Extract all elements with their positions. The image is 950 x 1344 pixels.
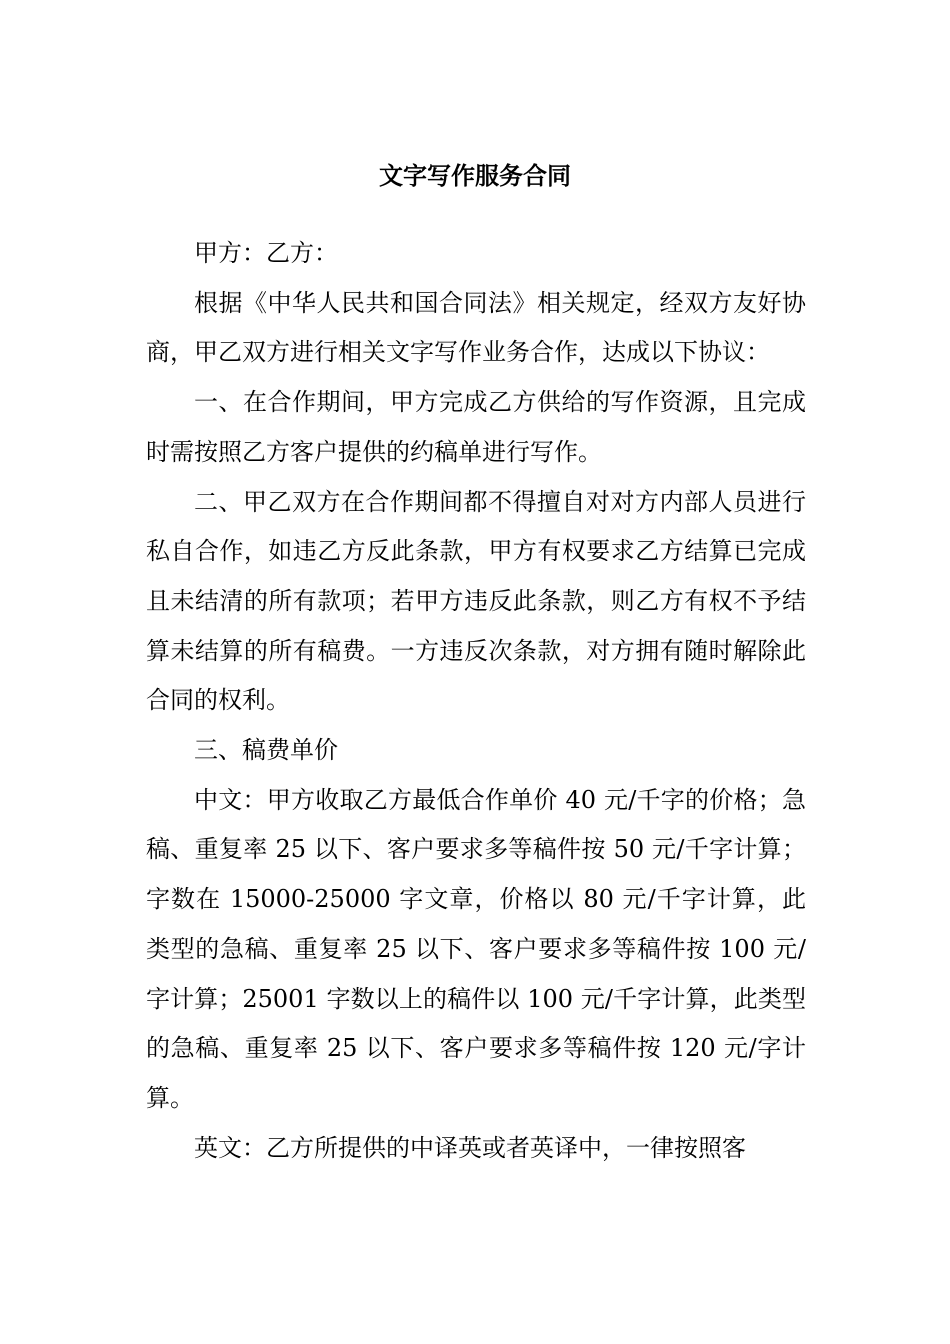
document-body: [146, 229, 806, 1173]
document-title: 文字写作服务合同: [379, 162, 571, 190]
clause-one-paragraph: 一、在合作期间，甲方完成乙方供给的写作资源，且完成时需按照乙方客户提供的约稿单进行写作。: [146, 388, 806, 466]
preamble-paragraph: 根据《中华人民共和国合同法》相关规定，经双方友好协商，甲乙双方进行相关文字写作业务合作，达成以下协议：: [146, 288, 806, 367]
clause-three-heading: 三、稿费单价: [194, 736, 338, 765]
clause-two-paragraph: 二、甲乙双方在合作期间都不得擅自对对方内部人员进行私自合作，如违乙方反此条款，甲方有权要求乙方结算已完成且未结清的所有款项；若甲方违反此条款，则乙方有权不予结算未结算的所有稿费。一方违反次条款，对方拥有随时解除此合同的权利。: [146, 487, 806, 715]
english-pricing-paragraph: 英文：乙方所提供的中译英或者英译中，一律按照客: [194, 1133, 746, 1162]
parties-line: 甲方：乙方：: [194, 239, 338, 267]
chinese-pricing-paragraph: 中文：甲方收取乙方最低合作单价 40 元/千字的价格；急稿、重复率 25 以下、客户要求多等稿件按 50 元/千字计算；字数在 15000-25000 字文章，价格以 80 元/千字计算，此类型的急稿、重复率 25 以下、客户要求多等稿件按 100 元/字计算；25001 字数以上的稿件以 100 元/千字计算，此类型的急稿、重复率 25 以下、客户要求多等稿件按 120 元/字计算。: [146, 785, 806, 1112]
